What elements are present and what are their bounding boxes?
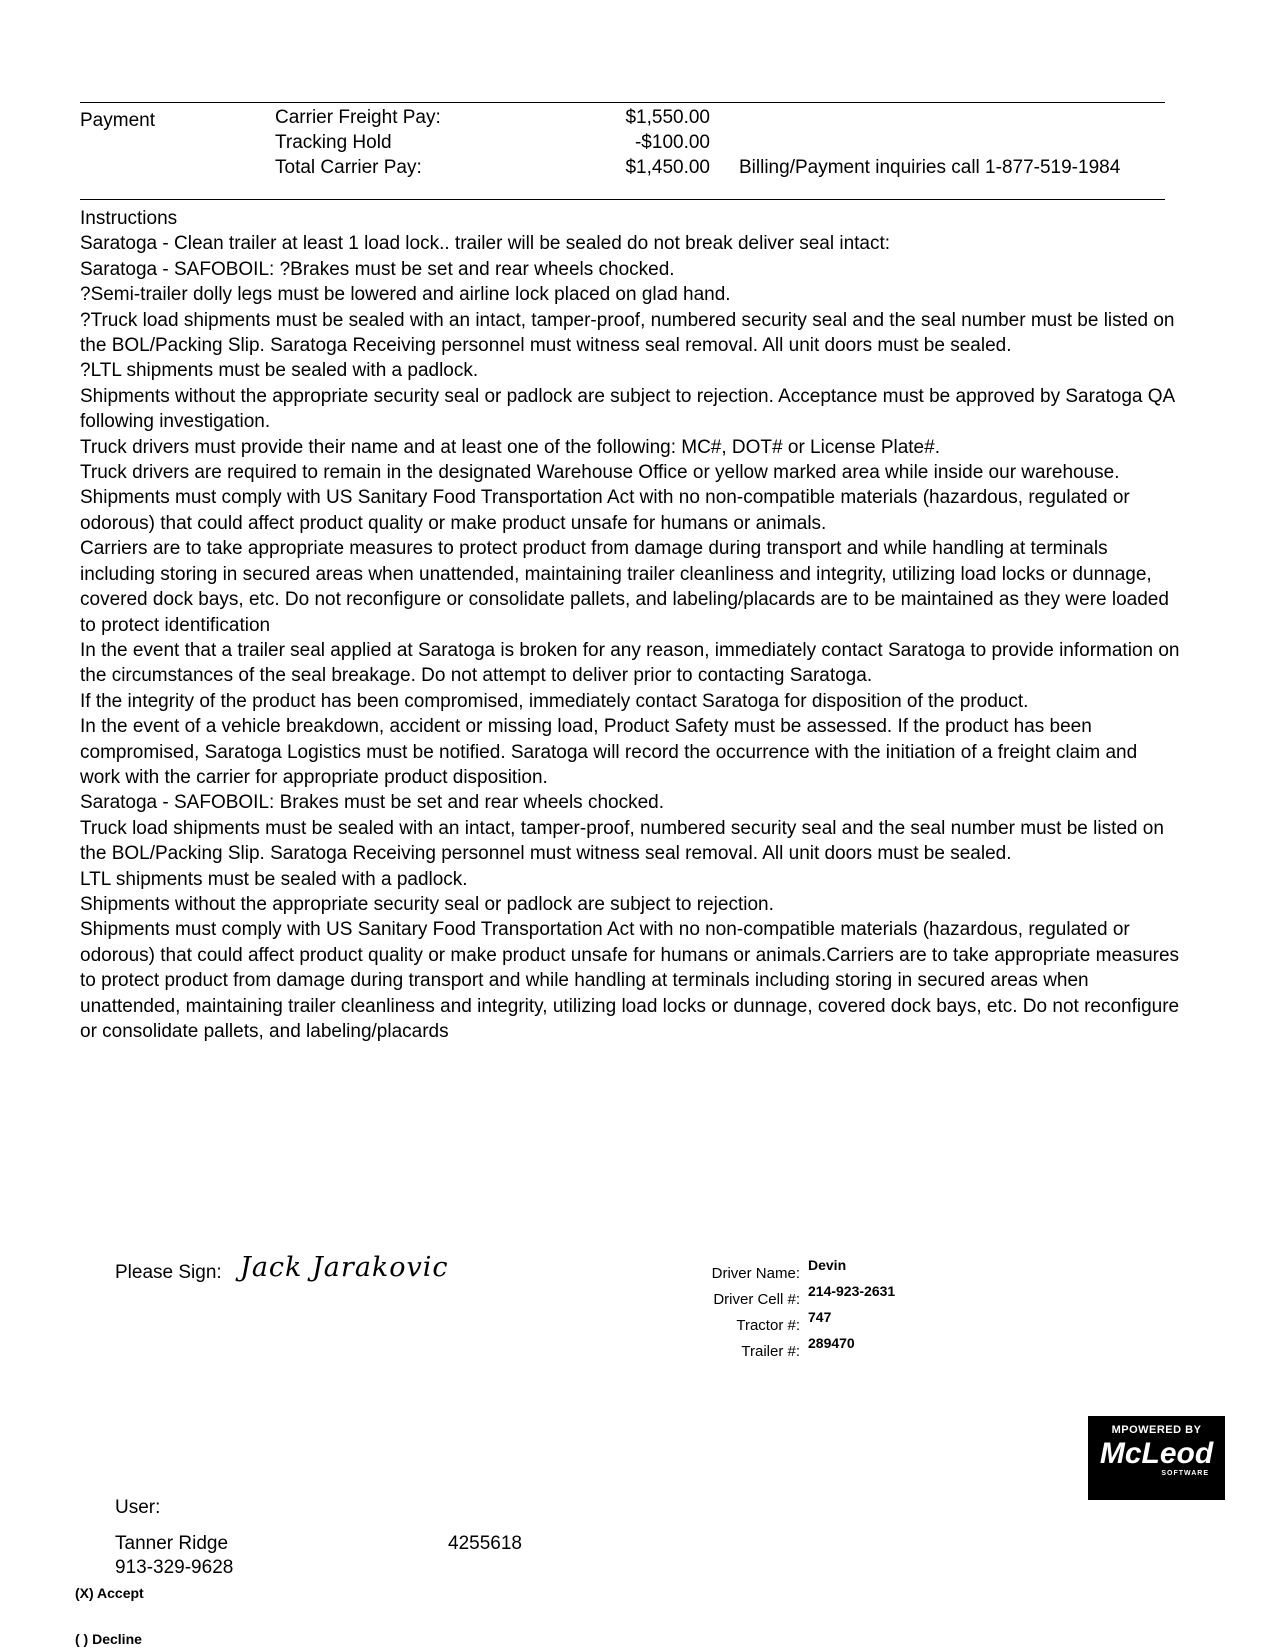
instruction-paragraph: In the event that a trailer seal applied at Saratoga is broken for any reason, immediately contact Saratoga to provide information on the circumstances of the seal breakage. Do not attempt to deliver prior to contacting Saratoga. xyxy=(80,639,1180,687)
instruction-paragraph: Shipments without the appropriate security seal or padlock are subject to rejection. xyxy=(80,893,774,915)
instruction-paragraph: ?Semi-trailer dolly legs must be lowered and airline lock placed on glad hand. xyxy=(80,284,731,306)
instruction-paragraph: ?LTL shipments must be sealed with a padlock. xyxy=(80,360,479,382)
user-phone: 913-329-9628 xyxy=(115,1557,234,1578)
instruction-paragraph: ?Truck load shipments must be sealed with an intact, tamper-proof, numbered security seal and the seal number must be listed on the BOL/Packing Slip. Saratoga Receiving personnel must witness seal removal. All unit doors must be sealed. xyxy=(80,309,1175,357)
tracking-hold-amount: -$100.00 xyxy=(634,132,710,153)
driver-name-label: Driver Name: xyxy=(711,1265,800,1282)
payment-heading: Payment xyxy=(80,110,155,131)
user-name: Tanner Ridge xyxy=(115,1533,229,1554)
instruction-paragraph: Saratoga - SAFOBOIL: ?Brakes must be set and rear wheels chocked. xyxy=(80,258,675,280)
instruction-paragraph: If the integrity of the product has been compromised, immediately contact Saratoga for disposition of the product. xyxy=(80,690,1029,712)
billing-inquiry-text: Billing/Payment inquiries call 1-877-519-1984 xyxy=(739,157,1121,178)
tracking-hold-label: Tracking Hold xyxy=(275,132,392,153)
logo-software: SOFTWARE xyxy=(1161,1470,1209,1477)
instruction-paragraph: LTL shipments must be sealed with a padlock. xyxy=(80,868,468,890)
instruction-paragraph: Shipments must comply with US Sanitary Food Transportation Act with no non-compatible materials (hazardous, regulated or odorous) that could affect product quality or make product unsafe for humans or animals. xyxy=(80,487,1130,534)
instruction-paragraph: Truck drivers must provide their name and at least one of the following: MC#, DOT# or License Plate#. xyxy=(80,436,940,458)
instruction-paragraph: In the event of a vehicle breakdown, accident or missing load, Product Safety must be assessed. If the product has been compromised, Saratoga Logistics must be notified. Saratoga will record the occurrence with the initiation of a freight claim and work with the carrier for appropriate product disposition. xyxy=(80,716,1138,788)
payment-divider xyxy=(80,199,1165,200)
instructions-section xyxy=(80,206,1180,1044)
accept-option[interactable]: (X) Accept xyxy=(75,1585,144,1601)
trailer-label: Trailer #: xyxy=(741,1343,800,1360)
total-carrier-pay-label: Total Carrier Pay: xyxy=(275,157,422,178)
driver-name-value: Devin xyxy=(808,1257,847,1273)
instruction-paragraph: Saratoga - Clean trailer at least 1 load lock.. trailer will be sealed do not break deliver seal intact: xyxy=(80,233,891,255)
trailer-value: 289470 xyxy=(808,1335,855,1351)
instructions-heading: Instructions xyxy=(80,208,178,229)
mcleod-logo xyxy=(1088,1416,1225,1500)
instruction-paragraph: Shipments must comply with US Sanitary Food Transportation Act with no non-compatible materials (hazardous, regulated or odorous) that could affect product quality or make product unsafe for humans or animals.Carriers are to take appropriate measures to protect product from damage during transport and while handling at terminals including storing in secured areas when unattended, maintaining trailer cleanliness and integrity, utilizing load locks or dunnage, covered dock bays, etc. Do not reconfigure or consolidate pallets, and labeling/placards xyxy=(80,919,1180,1042)
carrier-freight-pay-label: Carrier Freight Pay: xyxy=(275,107,441,128)
driver-cell-value: 214-923-2631 xyxy=(808,1283,896,1299)
user-label: User: xyxy=(115,1497,161,1518)
signature-value: Jack Jarakovic xyxy=(240,1252,449,1283)
decline-option[interactable]: ( ) Decline xyxy=(75,1631,142,1647)
instruction-paragraph: Carriers are to take appropriate measures to protect product from damage during transport and while handling at terminals including storing in secured areas when unattended, maintaining trailer cleanliness and integrity, utilizing load locks or dunnage, covered dock bays, etc. Do not reconfigure or consolidate pallets, and labeling/placards are to be maintained as they were loaded to protect identification xyxy=(80,538,1169,636)
please-sign-label: Please Sign: xyxy=(115,1262,222,1283)
top-divider xyxy=(80,102,1165,103)
instruction-paragraph: Truck drivers are required to remain in the designated Warehouse Office or yellow marked area while inside our warehouse. xyxy=(80,462,1120,484)
logo-powered-by: MPOWERED BY xyxy=(1111,1424,1202,1436)
instruction-paragraph: Saratoga - SAFOBOIL: Brakes must be set and rear wheels chocked. xyxy=(80,792,664,814)
instruction-paragraph: Shipments without the appropriate security seal or padlock are subject to rejection. Acceptance must be approved by Saratoga QA following investigation. xyxy=(80,385,1175,433)
carrier-freight-pay-amount: $1,550.00 xyxy=(625,107,710,128)
tractor-label: Tractor #: xyxy=(736,1317,800,1334)
instruction-paragraph: Truck load shipments must be sealed with an intact, tamper-proof, numbered security seal and the seal number must be listed on the BOL/Packing Slip. Saratoga Receiving personnel must witness seal removal. All unit doors must be sealed. xyxy=(80,817,1164,865)
driver-cell-label: Driver Cell #: xyxy=(713,1291,800,1308)
total-carrier-pay-amount: $1,450.00 xyxy=(625,157,710,178)
tractor-value: 747 xyxy=(808,1309,832,1325)
user-id: 4255618 xyxy=(448,1533,522,1554)
logo-mcleod: McLeod xyxy=(1099,1437,1214,1470)
